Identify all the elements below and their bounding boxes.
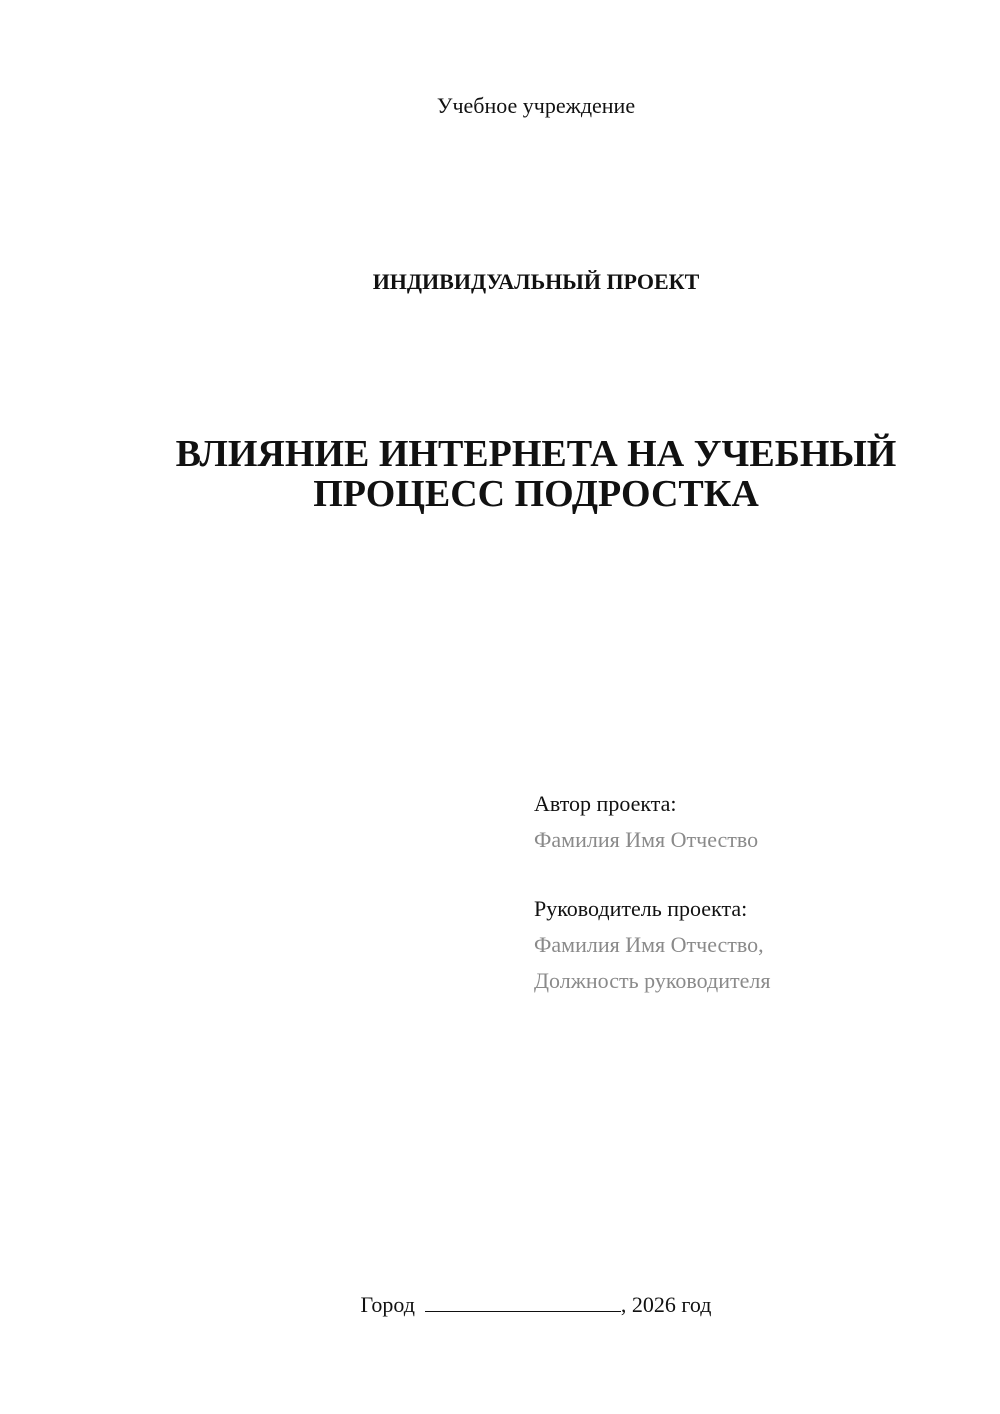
city-blank-line bbox=[425, 1291, 621, 1312]
institution-name: Учебное учреждение bbox=[436, 93, 636, 118]
project-title-line-2: ПРОЦЕСС ПОДРОСТКА bbox=[313, 473, 759, 515]
credits-spacer bbox=[534, 858, 974, 891]
project-title-line-1: ВЛИЯНИЕ ИНТЕРНЕТА НА УЧЕБНЫЙ bbox=[175, 433, 897, 475]
supervisor-name: Фамилия Имя Отчество, bbox=[534, 932, 764, 957]
author-label: Автор проекта: bbox=[534, 791, 677, 816]
author-name: Фамилия Имя Отчество bbox=[534, 827, 759, 852]
credits-block bbox=[534, 786, 974, 999]
project-title bbox=[150, 434, 922, 514]
footer-city-year bbox=[0, 1290, 1000, 1320]
year-text: , 2026 год bbox=[620, 1292, 712, 1317]
document-type-heading: ИНДИВИДУАЛЬНЫЙ ПРОЕКТ bbox=[372, 269, 700, 294]
supervisor-label: Руководитель проекта: bbox=[534, 896, 748, 921]
supervisor-position: Должность руководителя bbox=[534, 968, 771, 993]
city-label: Город bbox=[360, 1292, 415, 1317]
